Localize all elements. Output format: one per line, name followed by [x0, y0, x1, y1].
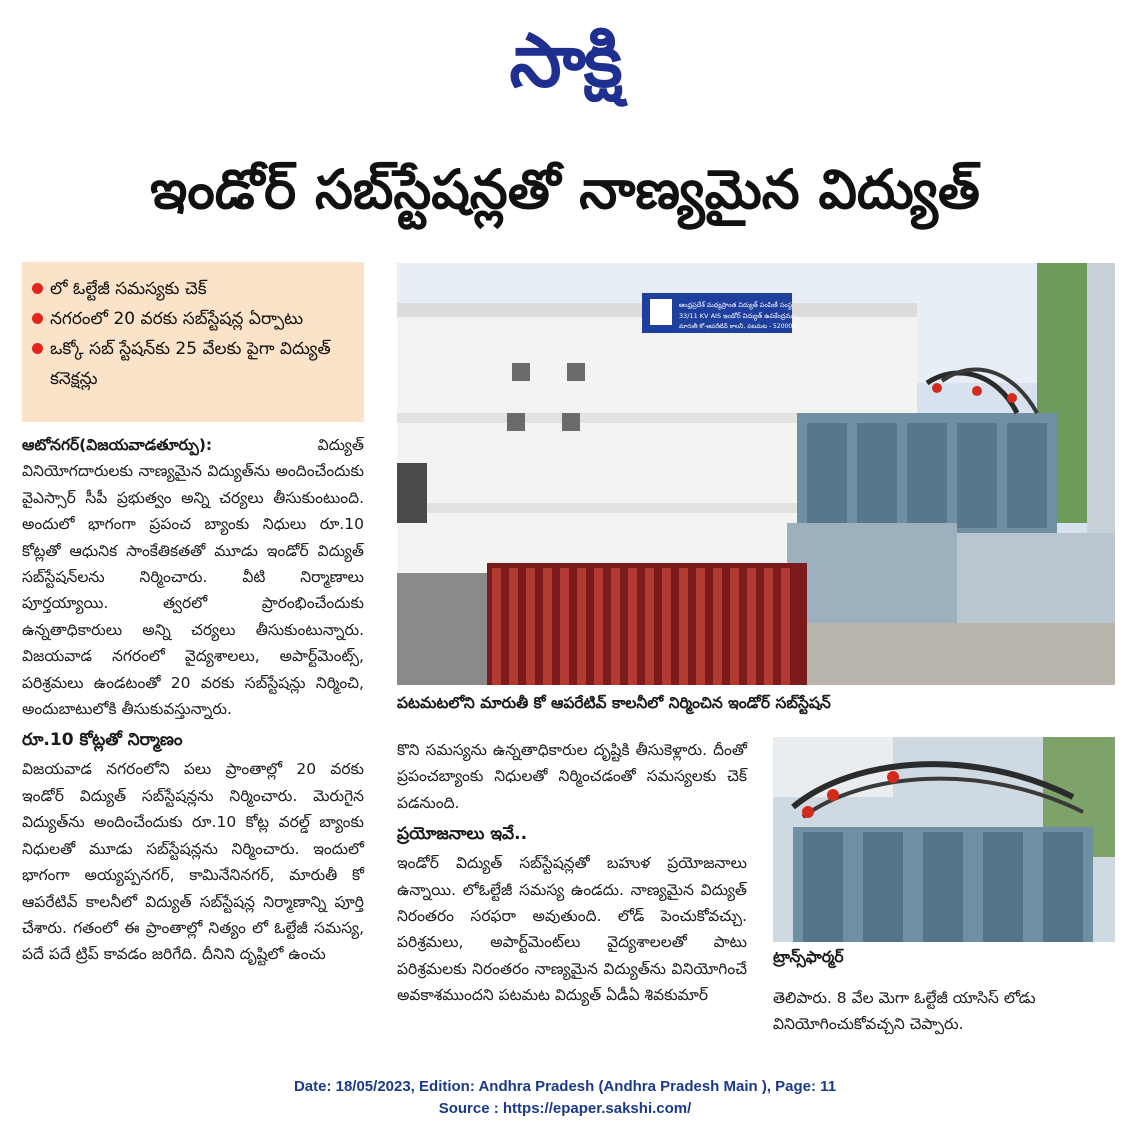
edition-info: Date: 18/05/2023, Edition: Andhra Pradesh (Andhra Pradesh Main ), Page: 11	[293, 1078, 837, 1095]
dateline: ఆటోనగర్‌(విజయవాడతూర్పు):	[22, 436, 213, 454]
source-link[interactable]: https://epaper.sakshi.com/	[502, 1100, 692, 1117]
sign-text: ఆంధ్రప్రదేశ్‌ మధ్యప్రాంత విద్యుత్‌ పంపిణీ సంస్థ	[679, 301, 793, 309]
substation-photo	[397, 263, 1115, 685]
source-line: Source : https://epaper.sakshi.com/	[438, 1100, 692, 1117]
footer	[0, 1076, 1130, 1120]
highlight-item: నగరంలో 20 వరకు సబ్‌స్టేషన్ల ఏర్పాటు	[32, 304, 354, 334]
headline: ఇండోర్‌ సబ్‌స్టేషన్లతో నాణ్యమైన విద్యుత్‌	[150, 158, 980, 221]
subheading: ప్రయోజనాలు ఇవే..	[397, 824, 528, 845]
masthead	[0, 18, 1130, 108]
bullet-icon	[32, 343, 43, 354]
article-column-1	[22, 432, 364, 968]
highlights-box	[22, 262, 364, 422]
sign-text: 33/11 KV AIS ఇండోర్‌ విద్యుత్‌ ఉపకేంద్రము	[679, 312, 795, 320]
highlight-item: లో ఓల్టేజీ సమస్యకు చెక్‌	[32, 274, 354, 304]
article-paragraph: ఆటోనగర్‌(విజయవాడతూర్పు): విద్యుత్‌ వినియోగదారులకు నాణ్యమైన విద్యుత్‌ను అందించేందుకు వైఎస్సార్‌ సీపీ ప్రభుత్వం అన్ని చర్యలు తీసుకుంటుంది. అందులో భాగంగా ప్రపంచ బ్యాంకు నిధులు రూ.10 కోట్లతో ఆధునిక సాంకేతికతతో మూడు ఇండోర్‌ విద్యుత్‌ సబ్‌స్టేషన్‌లను నిర్మించారు. వీటి నిర్మాణాలు పూర్తయ్యాయి. త్వరలో ప్రారంభించేందుకు ఉన్నతాధికారులు అన్ని చర్యలు తీసుకుంటున్నారు. విజయవాడ నగరంలో వైద్యశాలలు, అపార్ట్‌మెంట్స్‌, పరిశ్రమలు ఉండటంతో 20 వరకు సబ్‌స్టేషన్లు నిర్మించి, అందుబాటులోకి తీసుకువస్తున్నారు.	[22, 436, 364, 719]
bullet-icon	[32, 313, 43, 324]
highlight-item: ఒక్కో సబ్‌ స్టేషన్‌కు 25 వేలకు పైగా విద్యుత్‌ కనెక్షన్లు	[32, 334, 354, 394]
bullet-icon	[32, 283, 43, 294]
newspaper-logo: సాక్షి	[509, 18, 621, 104]
article-paragraph: కొని సమస్యను ఉన్నతాధికారుల దృష్టికి తీసుకెళ్లారు. దీంతో ప్రపంచబ్యాంకు నిధులతో నిర్మించడంతో సమస్యలకు చెక్‌ పడనుంది.	[397, 741, 747, 812]
subheading: రూ.10 కోట్లతో నిర్మాణం	[22, 730, 183, 751]
article-paragraph: ఇండోర్‌ విద్యుత్‌ సబ్‌స్టేషన్లతో బహుళ ప్రయోజనాలు ఉన్నాయి. లోఓల్టేజీ సమస్య ఉండదు. నాణ్యమైన విద్యుత్‌ నిరంతరం సరఫరా అవుతుంది. లోడ్‌ పెంచుకోవచ్చు. పరిశ్రమలు, అపార్ట్‌మెంట్‌లు వైద్యశాలలతో పాటు పరిశ్రమలకు నిరంతరం నాణ్యమైన విద్యుత్‌ను వినియోగించే అవకాశముందని పటమట విద్యుత్‌ ఏడీఏ శివకుమార్‌	[397, 854, 747, 1005]
article-column-2	[397, 737, 747, 1009]
article-column-3	[773, 985, 1115, 1038]
sign-text: మారుతీ కో-ఆపరేటివ్‌ కాలనీ, పటమట - 520008	[679, 323, 796, 330]
photo-caption: పటమటలోని మారుతీ కో ఆపరేటివ్‌ కాలనీలో నిర్మించిన ఇండోర్‌ సబ్‌స్టేషన్‌	[397, 694, 831, 712]
article-paragraph: విజయవాడ నగరంలోని పలు ప్రాంతాల్లో 20 వరకు ఇండోర్‌ విద్యుత్‌ సబ్‌స్టేషన్లను నిర్మించారు. మెరుగైన విద్యుత్‌ను అందించేందుకు రూ.10 కోట్ల వరల్డ్‌ బ్యాంకు నిధులతో మూడు సబ్‌స్టేషన్లను నిర్మించారు. ఇందులో భాగంగా అయ్యప్పనగర్‌, కామినేనినగర్‌, మారుతీ కో ఆపరేటివ్‌ కాలనీలో విద్యుత్‌ సబ్‌స్టేషన్ల నిర్మాణాన్ని పూర్తి చేశారు. గతంలో ఈ ప్రాంతాల్లో నిత్యం లో ఓల్టేజీ సమస్య, పదే పదే ట్రిప్‌ కావడం జరిగేది. దీనిని దృష్టిలో ఉంచు	[22, 760, 364, 964]
article-paragraph: తెలిపారు. 8 వేల మెగా ఓల్టేజీ యాసిస్‌ లోడు వినియోగించుకోవచ్చని చెప్పారు.	[773, 989, 1036, 1034]
transformer-photo	[773, 737, 1115, 942]
photo-caption: ట్రాన్స్‌ఫార్మర్‌	[773, 948, 844, 966]
